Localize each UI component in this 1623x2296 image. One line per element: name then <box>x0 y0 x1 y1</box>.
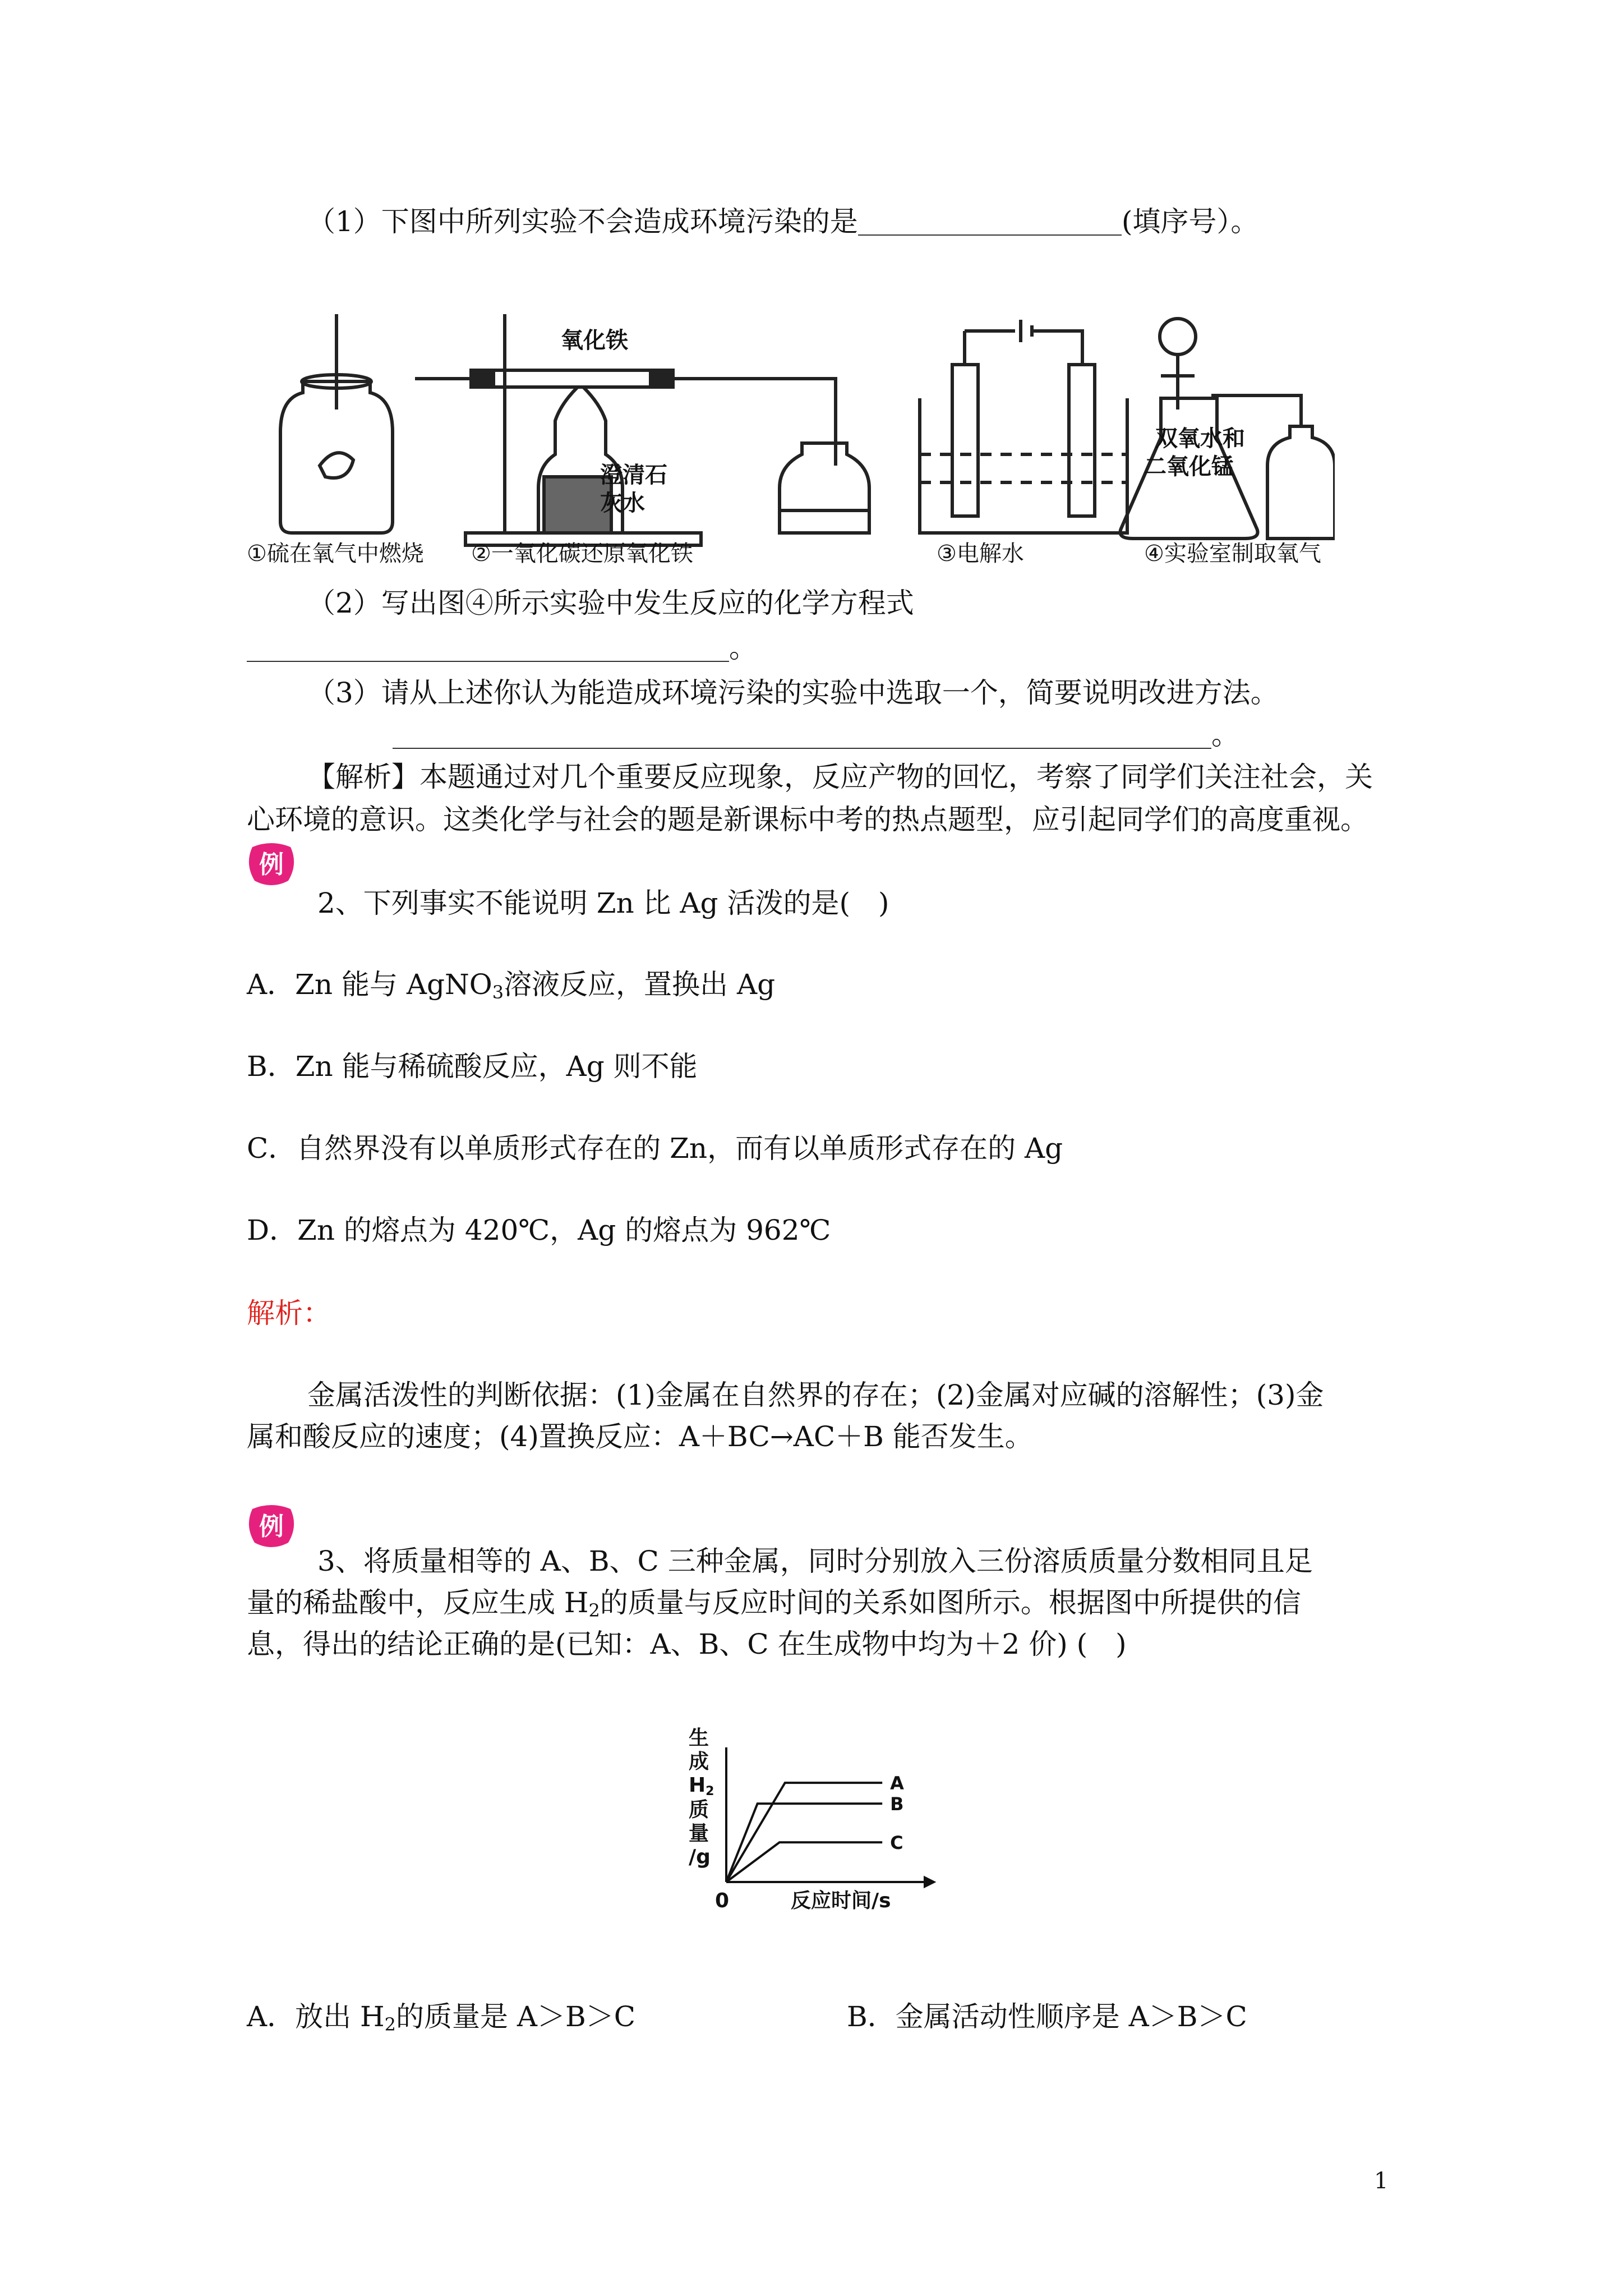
analysis1-line1: 【解析】本题通过对几个重要反应现象，反应产物的回忆，考察了同学们关注社会，关 <box>307 761 1373 793</box>
analysis2-line2: 属和酸反应的速度；(4)置换反应：A＋BC→AC＋B 能否发生。 <box>247 1420 1033 1453</box>
page-number: 1 <box>1374 2168 1389 2194</box>
series-line-A <box>726 1783 882 1882</box>
q1-suffix: (填序号）。 <box>1121 205 1259 238</box>
limewater-label-2: 灰水 <box>600 490 645 516</box>
y-label-5: 量 <box>689 1822 709 1845</box>
y-label-4: 质 <box>689 1798 709 1821</box>
origin-label: 0 <box>715 1889 730 1912</box>
h2-mass-chart <box>679 1722 959 1924</box>
y-label-2: 成 <box>689 1750 709 1773</box>
q2-text: （2）写出图④所示实验中发生反应的化学方程式 <box>307 587 914 619</box>
ex2-option-c: C．自然界没有以单质形式存在的 Zn，而有以单质形式存在的 Ag <box>247 1132 1063 1165</box>
series-label-A: A <box>890 1773 904 1795</box>
analysis2-title: 解析： <box>247 1297 331 1329</box>
apparatus-figure <box>247 297 1335 567</box>
ex2-stem: 2、下列事实不能说明 Zn 比 Ag 活泼的是( ) <box>317 887 889 919</box>
q2-answer-blank[interactable] <box>247 636 729 662</box>
analysis2-line1: 金属活泼性的判断依据：(1)金属在自然界的存在；(2)金属对应碱的溶解性；(3)金 <box>307 1379 1324 1411</box>
series-line-C <box>726 1842 882 1882</box>
q3-line: 。 <box>393 721 1239 749</box>
h2o2-label-1: 双氧水和 <box>1155 426 1245 452</box>
caption-3: ③电解水 <box>937 541 1024 567</box>
series-label-C: C <box>890 1832 903 1854</box>
svg-text:例: 例 <box>259 850 284 879</box>
caption-2: ②一氧化碳还原氧化铁 <box>471 541 693 567</box>
ex3-option-b: B．金属活动性顺序是 A＞B＞C <box>847 2000 1247 2033</box>
svg-text:例: 例 <box>259 1512 284 1541</box>
electrolysis-icon <box>920 320 1127 533</box>
q2-line: 。 <box>247 634 757 662</box>
example-badge-icon <box>247 841 296 889</box>
caption-4: ④实验室制取氧气 <box>1144 541 1321 567</box>
h2o2-label-2: 二氧化锰 <box>1144 454 1234 480</box>
q1-answer-blank[interactable] <box>858 210 1122 236</box>
analysis1-line2: 心环境的意识。这类化学与社会的题是新课标中考的热点题型，应引起同学们的高度重视。 <box>247 803 1368 836</box>
y-label-3: H2 <box>689 1774 714 1798</box>
ex2-option-a: A．Zn 能与 AgNO$_3$溶液反应，置换出 Ag <box>247 968 776 1003</box>
ex3-line2: 量的稀盐酸中，反应生成 $H_2$的质量与反应时间的关系如图所示。根据图中所提供的信 <box>247 1586 1301 1621</box>
caption-1: ①硫在氧气中燃烧 <box>247 541 424 567</box>
q1-prefix: （1）下图中所列实验不会造成环境污染的是 <box>307 205 858 238</box>
series-label-B: B <box>890 1793 904 1815</box>
sulfur-jar-icon <box>280 314 393 533</box>
y-label-1: 生 <box>689 1727 709 1750</box>
q3-answer-blank[interactable] <box>393 723 1211 749</box>
q3-text: （3）请从上述你认为能造成环境污染的实验中选取一个，简要说明改进方法。 <box>307 677 1279 709</box>
q1-line <box>307 205 1259 238</box>
x-axis-label: 反应时间/s <box>791 1889 891 1912</box>
ex2-option-b: B．Zn 能与稀硫酸反应，Ag 则不能 <box>247 1050 698 1083</box>
y-label-6: /g <box>689 1846 711 1869</box>
ex3-option-a: A．放出 $H_2$的质量是 A＞B＞C <box>247 2000 635 2035</box>
example-badge-icon-2 <box>247 1503 296 1550</box>
x-axis-arrow <box>925 1878 934 1887</box>
iron-oxide-label: 氧化铁 <box>561 328 628 353</box>
limewater-label-1: 澄清石 <box>600 462 667 488</box>
ex2-option-d: D．Zn 的熔点为 420℃，Ag 的熔点为 962℃ <box>247 1214 831 1246</box>
ex3-line1: 3、将质量相等的 A、B、C 三种金属，同时分别放入三份溶质质量分数相同且足 <box>317 1545 1313 1577</box>
ex3-line3: 息，得出的结论正确的是(已知：A、B、C 在生成物中均为＋2 价) ( ) <box>247 1628 1127 1660</box>
